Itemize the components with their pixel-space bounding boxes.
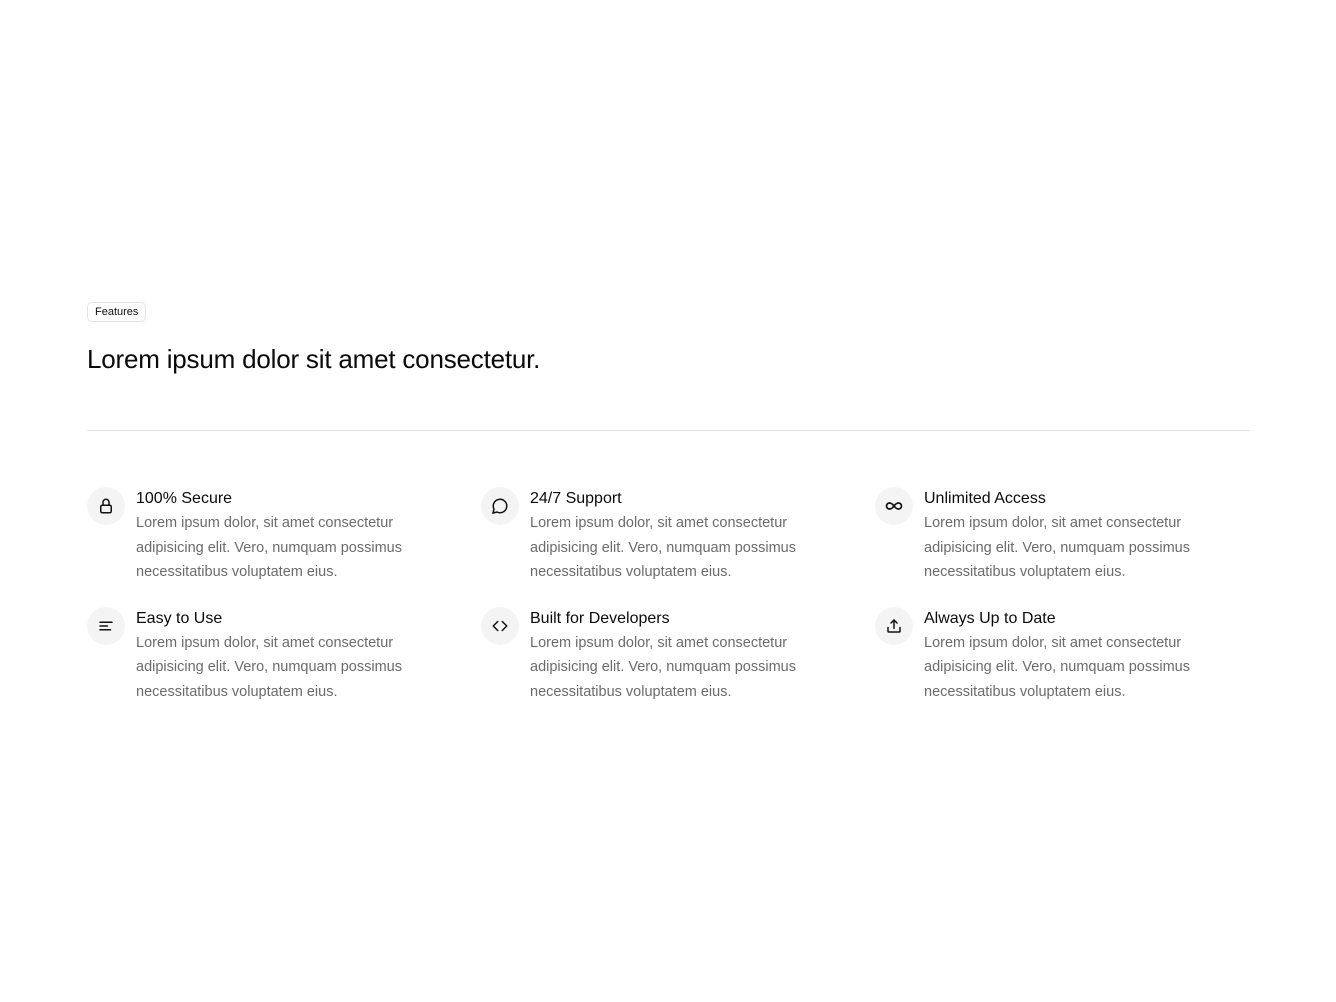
feature-title: Easy to Use [136, 609, 223, 627]
feature-title: 100% Secure [136, 490, 233, 507]
feature-title: Unlimited Access [924, 490, 1046, 507]
feature-item-developers [481, 607, 875, 705]
feature-item-easy-to-use [87, 607, 481, 705]
lock-icon [87, 487, 125, 525]
feature-description: Lorem ipsum dolor, sit amet consectetur adipisicing elit. Vero, numquam possimus necessitatibus voluptatem eius. [924, 515, 1190, 580]
divider [87, 430, 1250, 431]
code-icon [481, 607, 519, 645]
feature-item-up-to-date [875, 607, 1250, 705]
features-section [87, 302, 1250, 704]
features-badge: Features [87, 302, 146, 322]
feature-description: Lorem ipsum dolor, sit amet consectetur adipisicing elit. Vero, numquam possimus necessitatibus voluptatem eius. [530, 634, 796, 700]
infinity-icon [875, 487, 913, 525]
feature-description: Lorem ipsum dolor, sit amet consectetur adipisicing elit. Vero, numquam possimus necessitatibus voluptatem eius. [136, 515, 402, 580]
feature-description: Lorem ipsum dolor, sit amet consectetur adipisicing elit. Vero, numquam possimus necessitatibus voluptatem eius. [924, 634, 1190, 700]
features-grid [87, 487, 1250, 704]
feature-title: Built for Developers [530, 609, 670, 627]
feature-description: Lorem ipsum dolor, sit amet consectetur adipisicing elit. Vero, numquam possimus necessitatibus voluptatem eius. [530, 515, 796, 580]
section-heading: Lorem ipsum dolor sit amet consectetur. [87, 344, 541, 374]
feature-item-unlimited-access [875, 487, 1250, 585]
feature-item-secure [87, 487, 481, 585]
feature-title: Always Up to Date [924, 609, 1056, 627]
feature-title: 24/7 Support [530, 490, 622, 507]
feature-item-support [481, 487, 875, 585]
feature-description: Lorem ipsum dolor, sit amet consectetur adipisicing elit. Vero, numquam possimus necessitatibus voluptatem eius. [136, 634, 402, 700]
message-circle-icon [481, 487, 519, 525]
text-align-left-icon [87, 607, 125, 645]
upload-icon [875, 607, 913, 645]
